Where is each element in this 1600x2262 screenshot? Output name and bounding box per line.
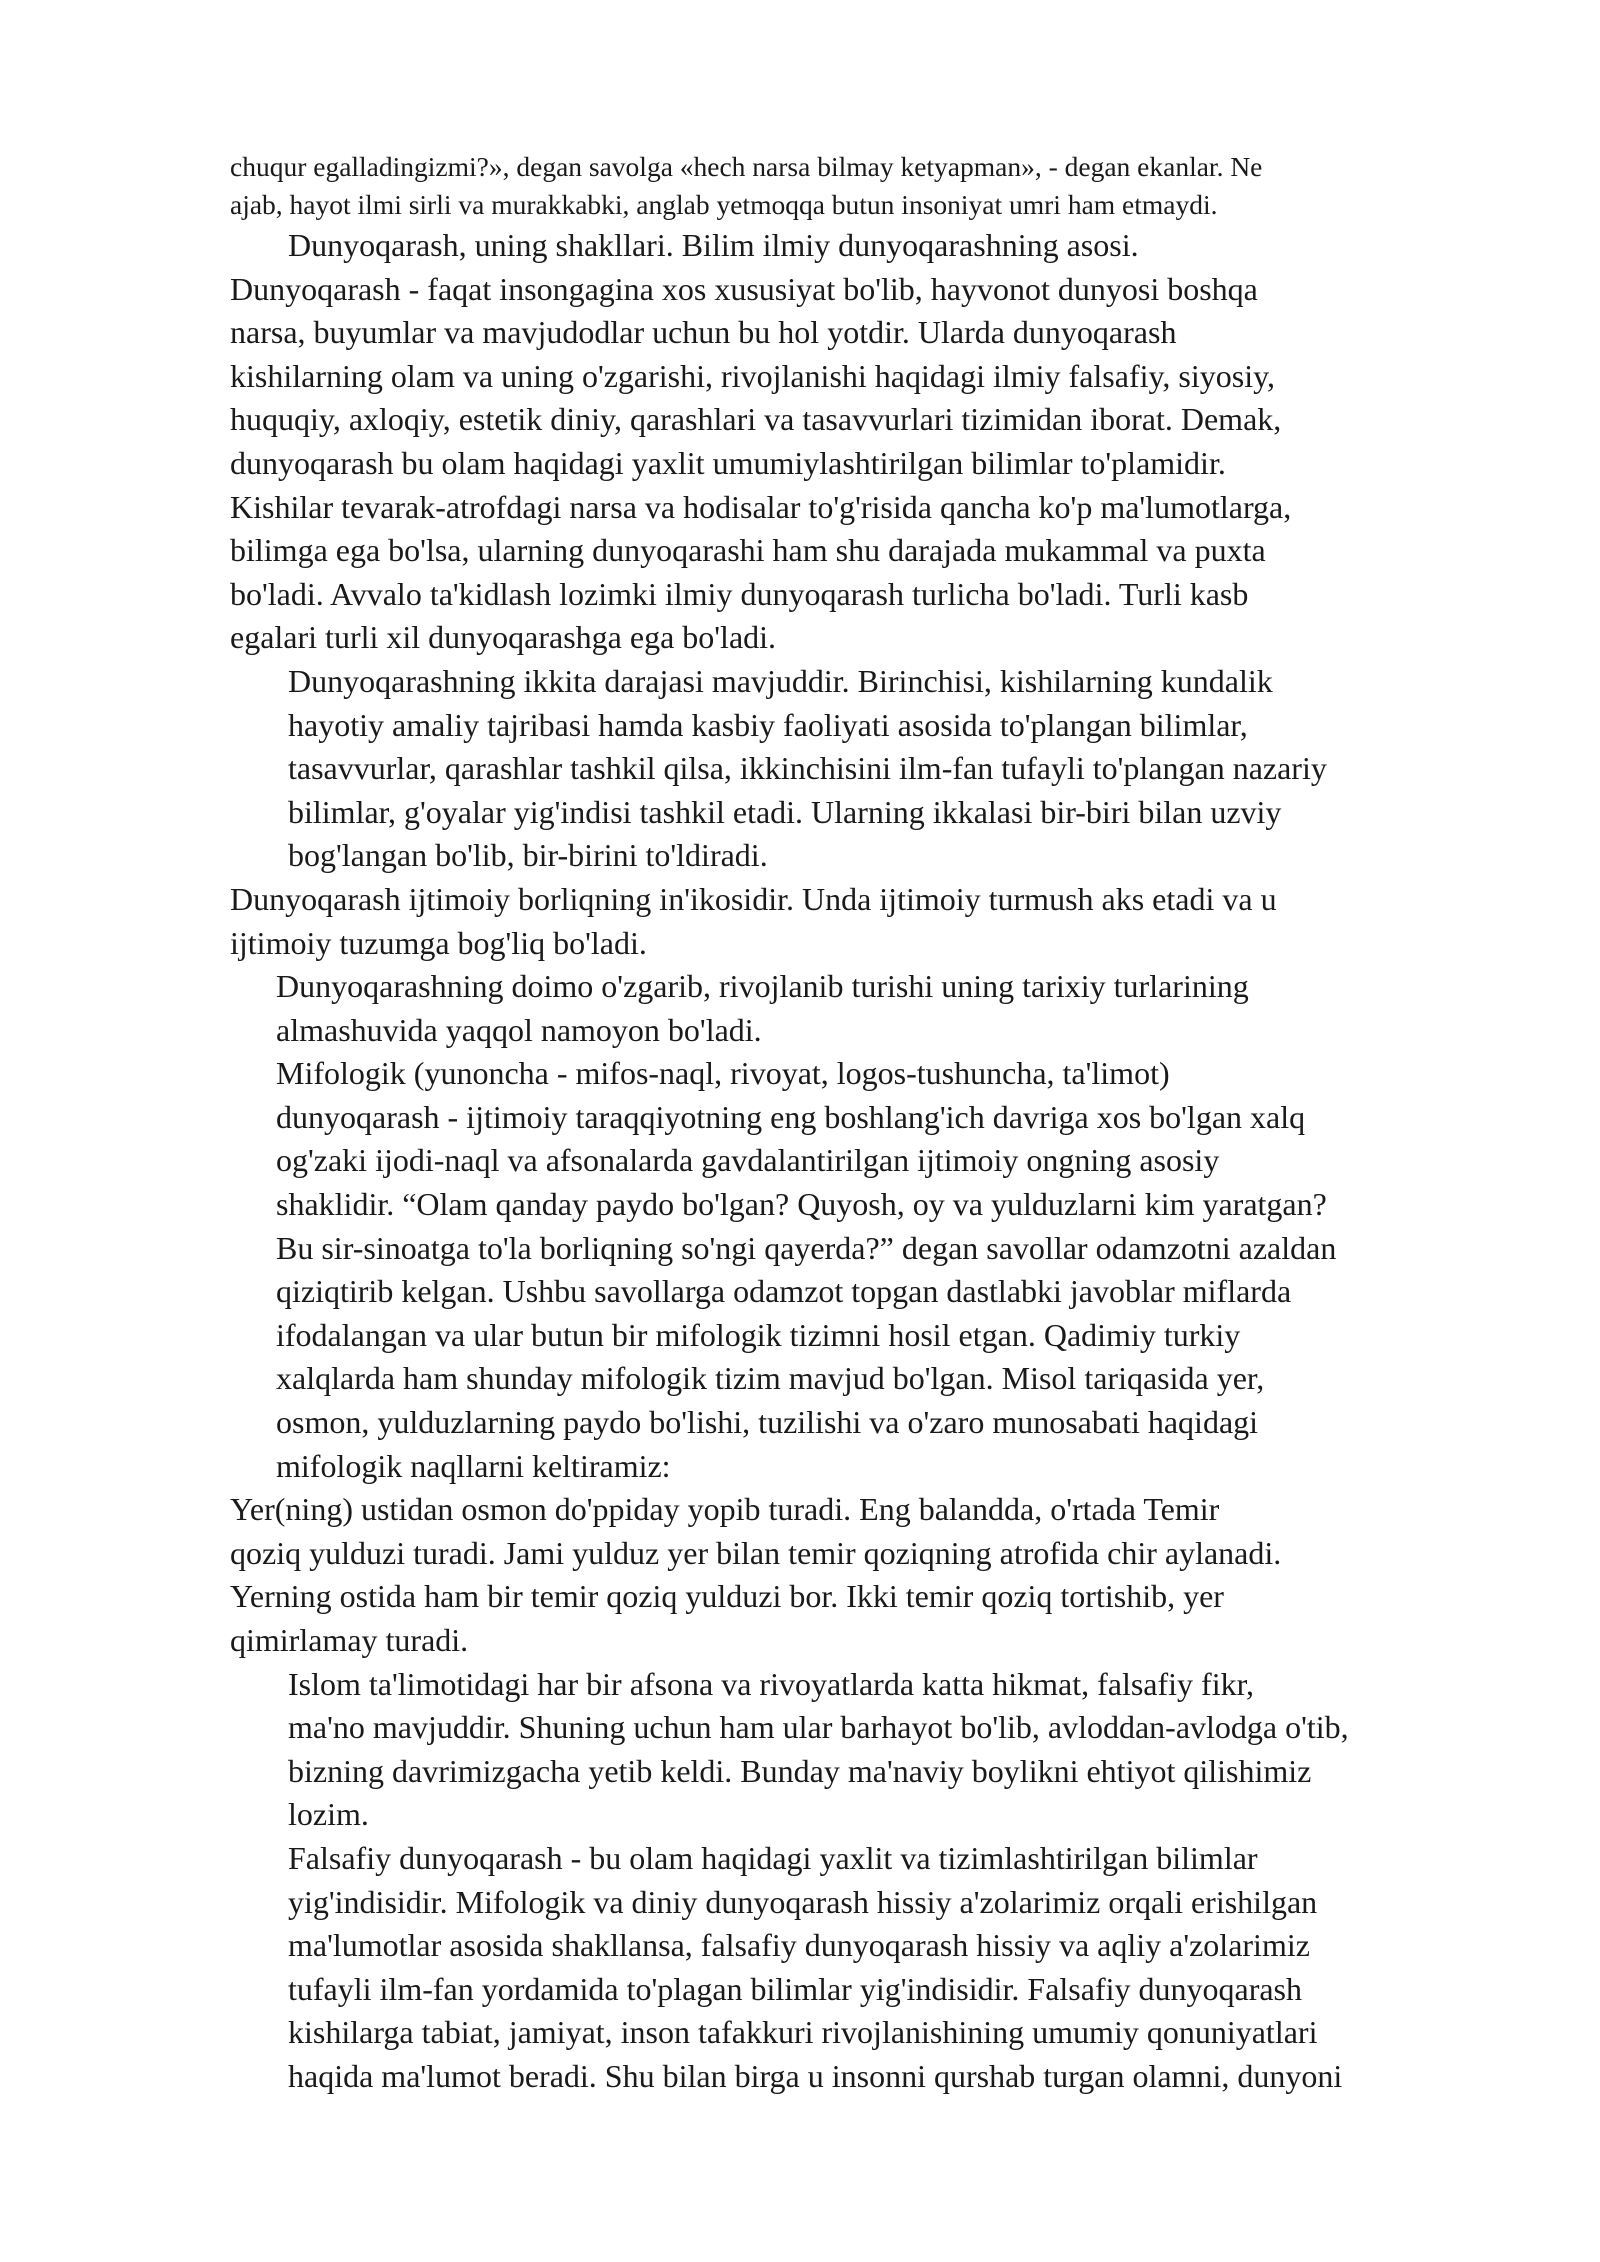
text-line: bilimga ega bo'lsa, ularning dunyoqarashi ham shu darajada mukammal va puxta [230, 532, 1266, 569]
text-line: Dunyoqarash, uning shakllari. Bilim ilmiy dunyoqarashning asosi. [288, 227, 1139, 263]
text-line: narsa, buyumlar va mavjudodlar uchun bu hol yotdir. Ularda dunyoqarash [230, 314, 1177, 351]
text-line: lozim. [288, 1796, 369, 1833]
text-line: Bu sir-sinoatga to'la borliqning so'ngi qayerda?” degan savollar odamzotni azaldan [276, 1229, 1337, 1266]
paragraph [230, 878, 1492, 965]
text-line: bog'langan bo'lib, bir-birini to'ldiradi. [288, 837, 768, 874]
text-line: yig'indisidir. Mifologik va diniy dunyoqarash hissiy a'zolarimiz orqali erishilgan [288, 1883, 1318, 1920]
text-line: bilimlar, g'oyalar yig'indisi tashkil etadi. Ularning ikkalasi bir-biri bilan uzviy [288, 793, 1282, 830]
text-line: hayotiy amaliy tajribasi hamda kasbiy faoliyati asosida to'plangan bilimlar, [288, 706, 1248, 743]
paragraph [230, 1052, 1492, 1488]
text-line: dunyoqarash bu olam haqidagi yaxlit umumiylashtirilgan bilimlar to'plamidir. [230, 444, 1226, 481]
text-line: Falsafiy dunyoqarash - bu olam haqidagi yaxlit va tizimlashtirilgan bilimlar [288, 1839, 1258, 1876]
text-line: qiziqtirib kelgan. Ushbu savollarga odamzot topgan dastlabki javoblar miflarda [276, 1273, 1292, 1310]
document-page [230, 148, 1492, 2099]
text-line: osmon, yulduzlarning paydo bo'lishi, tuzilishi va o'zaro munosabati haqidagi [276, 1404, 1259, 1441]
paragraph [230, 1488, 1492, 1662]
text-line: mifologik naqllarni keltiramiz: [276, 1447, 671, 1484]
text-line: tasavvurlar, qarashlar tashkil qilsa, ikkinchisini ilm-fan tufayli to'plangan nazariy [288, 750, 1327, 787]
text-line: Dunyoqarash ijtimoiy borliqning in'ikosidir. Unda ijtimoiy turmush aks etadi va u [230, 880, 1277, 917]
paragraph [230, 224, 1492, 268]
text-line: og'zaki ijodi-naql va afsonalarda gavdalantirilgan ijtimoiy ongning asosiy [276, 1142, 1220, 1179]
text-line: ma'no mavjuddir. Shuning uchun ham ular barhayot bo'lib, avloddan-avlodga o'tib, [288, 1709, 1349, 1746]
text-line: Mifologik (yunoncha - mifos-naql, rivoyat, logos-tushuncha, ta'limot) [276, 1055, 1170, 1092]
text-line: dunyoqarash - ijtimoiy taraqqiyotning eng boshlang'ich davriga xos bo'lgan xalq [276, 1098, 1306, 1135]
paragraph [230, 965, 1492, 1052]
text-line: qimirlamay turadi. [230, 1622, 469, 1658]
text-line: Dunyoqarash - faqat insongagina xos xususiyat bo'lib, hayvonot dunyosi boshqa [230, 270, 1258, 307]
paragraph [230, 268, 1492, 660]
text-line: ma'lumotlar asosida shakllansa, falsafiy dunyoqarash hissiy va aqliy a'zolarimiz [288, 1927, 1310, 1964]
text-line: almashuvida yaqqol namoyon bo'ladi. [276, 1011, 762, 1048]
text-line: tufayli ilm-fan yordamida to'plagan bilimlar yig'indisidir. Falsafiy dunyoqarash [288, 1970, 1302, 2007]
text-line: egalari turli xil dunyoqarashga ega bo'ladi. [230, 619, 777, 656]
text-line: bizning davrimizgacha yetib keldi. Bunday ma'naviy boylikni ehtiyot qilishimiz [288, 1752, 1312, 1789]
text-line: Dunyoqarashning ikkita darajasi mavjuddir. Birinchisi, kishilarning kundalik [288, 662, 1273, 699]
paragraph [230, 1837, 1492, 2099]
text-line: haqida ma'lumot beradi. Shu bilan birga u insonni qurshab turgan olamni, dunyoni [288, 2057, 1343, 2094]
text-line: kishilarning olam va uning o'zgarishi, rivojlanishi haqidagi ilmiy falsafiy, siyosiy, [230, 357, 1276, 394]
text-line: Dunyoqarashning doimo o'zgarib, rivojlanib turishi uning tarixiy turlarining [276, 968, 1249, 1005]
text-line: bo'ladi. Avvalo ta'kidlash lozimki ilmiy dunyoqarash turlicha bo'ladi. Turli kasb [230, 575, 1249, 612]
text-line: ifodalangan va ular butun bir mifologik tizimni hosil etgan. Qadimiy turkiy [276, 1316, 1241, 1353]
text-line: Islom ta'limotidagi har bir afsona va rivoyatlarda katta hikmat, falsafiy fikr, [288, 1665, 1254, 1702]
paragraph [230, 1663, 1492, 1837]
text-line: huquqiy, axloqiy, estetik diniy, qarashlari va tasavvurlari tizimidan iborat. Demak, [230, 401, 1282, 438]
text-line: Kishilar tevarak-atrofdagi narsa va hodisalar to'g'risida qancha ko'p ma'lumotlarga, [230, 488, 1292, 525]
paragraph [230, 660, 1492, 878]
text-line: ijtimoiy tuzumga bog'liq bo'ladi. [230, 924, 647, 961]
paragraph [230, 148, 1492, 224]
text-line: Yer(ning) ustidan osmon do'ppiday yopib turadi. Eng balandda, o'rtada Temir [230, 1491, 1220, 1528]
text-line: chuqur egalladingizmi?», degan savolga «hech narsa bilmay ketyapman», - degan ekanlar. Ne [230, 151, 1263, 182]
text-line: xalqlarda ham shunday mifologik tizim mavjud bo'lgan. Misol tariqasida yer, [276, 1360, 1265, 1397]
text-line: shaklidir. “Olam qanday paydo bo'lgan? Quyosh, oy va yulduzlarni kim yaratgan? [276, 1186, 1327, 1223]
text-line: kishilarga tabiat, jamiyat, inson tafakkuri rivojlanishining umumiy qonuniyatlari [288, 2014, 1318, 2051]
text-line: qoziq yulduzi turadi. Jami yulduz yer bilan temir qoziqning atrofida chir aylanadi. [230, 1534, 1282, 1571]
text-line: Yerning ostida ham bir temir qoziq yulduzi bor. Ikki temir qoziq tortishib, yer [230, 1578, 1224, 1615]
text-line: ajab, hayot ilmi sirli va murakkabki, anglab yetmoqqa butun insoniyat umri ham etmaydi. [230, 189, 1218, 220]
